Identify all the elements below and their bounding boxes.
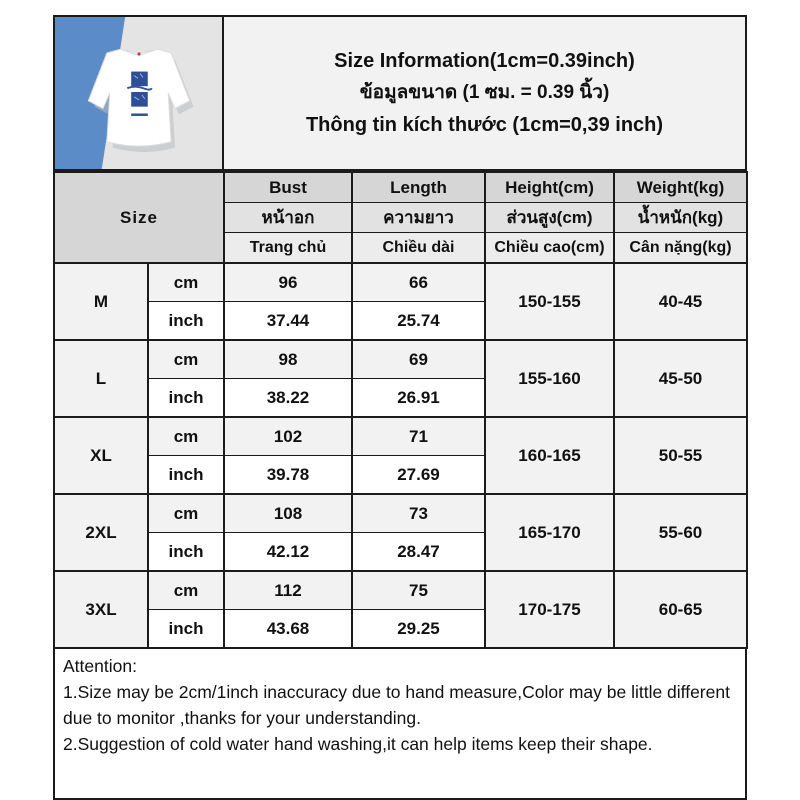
unit-label-inch: inch <box>148 533 224 572</box>
unit-label-cm: cm <box>148 494 224 533</box>
col-header-length-en: Length <box>352 172 485 203</box>
height-range-2xl: 165-170 <box>485 494 614 571</box>
col-header-height-th: ส่วนสูง(cm) <box>485 203 614 233</box>
bust-inch-l: 38.22 <box>224 379 352 418</box>
weight-range-m: 40-45 <box>614 263 747 340</box>
height-range-m: 150-155 <box>485 263 614 340</box>
length-inch-xl: 27.69 <box>352 456 485 495</box>
unit-label-cm: cm <box>148 263 224 302</box>
attention-note-1: 1.Size may be 2cm/1inch inaccuracy due to hand measure,Color may be little different due to monitor ,thanks for your understanding. <box>63 682 730 728</box>
height-range-xl: 160-165 <box>485 417 614 494</box>
bust-cm-m: 96 <box>224 263 352 302</box>
size-label-m: M <box>54 263 148 340</box>
length-cm-l: 69 <box>352 340 485 379</box>
length-inch-3xl: 29.25 <box>352 610 485 649</box>
col-header-height-vi: Chiều cao(cm) <box>485 233 614 264</box>
col-header-bust-th: หน้าอก <box>224 203 352 233</box>
product-photo <box>55 17 224 169</box>
attention-note-2: 2.Suggestion of cold water hand washing,it can help items keep their shape. <box>63 734 653 754</box>
size-chart-sheet <box>53 15 747 800</box>
unit-label-inch: inch <box>148 302 224 341</box>
weight-range-xl: 50-55 <box>614 417 747 494</box>
size-label-3xl: 3XL <box>54 571 148 648</box>
table-row-3xl-cm <box>54 571 747 610</box>
col-header-weight-en: Weight(kg) <box>614 172 747 203</box>
title-thai: ข้อมูลขนาด (1 ซม. = 0.39 นิ้ว) <box>359 82 610 103</box>
height-range-3xl: 170-175 <box>485 571 614 648</box>
weight-range-2xl: 55-60 <box>614 494 747 571</box>
bust-cm-2xl: 108 <box>224 494 352 533</box>
size-label-2xl: 2XL <box>54 494 148 571</box>
tshirt-image <box>55 17 222 169</box>
bust-cm-l: 98 <box>224 340 352 379</box>
weight-range-3xl: 60-65 <box>614 571 747 648</box>
unit-label-inch: inch <box>148 379 224 418</box>
unit-label-inch: inch <box>148 610 224 649</box>
length-inch-m: 25.74 <box>352 302 485 341</box>
attention-heading: Attention: <box>63 656 137 676</box>
length-inch-2xl: 28.47 <box>352 533 485 572</box>
unit-label-cm: cm <box>148 571 224 610</box>
length-cm-xl: 71 <box>352 417 485 456</box>
title-english: Size Information(1cm=0.39inch) <box>334 50 635 72</box>
table-row-xl-cm <box>54 417 747 456</box>
bust-inch-2xl: 42.12 <box>224 533 352 572</box>
size-label-l: L <box>54 340 148 417</box>
col-header-length-vi: Chiều dài <box>352 233 485 264</box>
col-header-bust-en: Bust <box>224 172 352 203</box>
bust-inch-3xl: 43.68 <box>224 610 352 649</box>
attention-note <box>53 649 747 800</box>
unit-label-cm: cm <box>148 417 224 456</box>
title-block <box>224 17 745 169</box>
length-inch-l: 26.91 <box>352 379 485 418</box>
col-header-length-th: ความยาว <box>352 203 485 233</box>
unit-label-cm: cm <box>148 340 224 379</box>
bust-inch-m: 37.44 <box>224 302 352 341</box>
size-label-xl: XL <box>54 417 148 494</box>
bust-inch-xl: 39.78 <box>224 456 352 495</box>
title-vietnamese: Thông tin kích thước (1cm=0,39 inch) <box>305 114 664 136</box>
bust-cm-xl: 102 <box>224 417 352 456</box>
header-row-english <box>54 172 747 203</box>
size-table <box>53 171 748 649</box>
table-row-2xl-cm <box>54 494 747 533</box>
length-cm-2xl: 73 <box>352 494 485 533</box>
col-header-weight-th: น้ำหนัก(kg) <box>614 203 747 233</box>
height-range-l: 155-160 <box>485 340 614 417</box>
top-block <box>53 15 747 171</box>
weight-range-l: 45-50 <box>614 340 747 417</box>
unit-label-inch: inch <box>148 456 224 495</box>
collar-tag <box>137 52 140 55</box>
size-header-cell: Size <box>54 172 224 263</box>
bust-cm-3xl: 112 <box>224 571 352 610</box>
length-cm-m: 66 <box>352 263 485 302</box>
table-row-m-cm <box>54 263 747 302</box>
col-header-weight-vi: Cân nặng(kg) <box>614 233 747 264</box>
length-cm-3xl: 75 <box>352 571 485 610</box>
table-row-l-cm <box>54 340 747 379</box>
col-header-bust-vi: Trang chủ <box>224 233 352 264</box>
col-header-height-en: Height(cm) <box>485 172 614 203</box>
